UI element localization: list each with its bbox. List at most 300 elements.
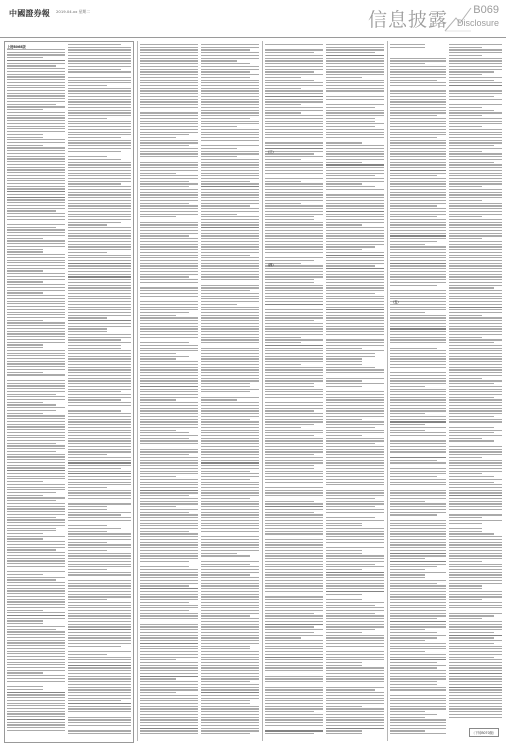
text-line — [449, 665, 502, 666]
text-line — [390, 129, 446, 130]
text-line — [265, 416, 323, 417]
text-line — [7, 57, 43, 58]
text-line — [449, 624, 502, 625]
text-line — [7, 279, 65, 280]
text-line — [140, 55, 198, 56]
text-line — [201, 711, 259, 712]
text-line — [449, 350, 502, 351]
text-line — [201, 326, 259, 327]
text-line — [7, 98, 65, 99]
text-line — [201, 348, 259, 349]
text-line — [390, 227, 446, 228]
text-line — [68, 621, 131, 622]
text-line — [201, 189, 259, 190]
text-line — [68, 591, 131, 592]
text-line — [7, 670, 65, 671]
text-line — [68, 394, 131, 395]
text-line — [140, 317, 198, 318]
text-line — [7, 142, 65, 143]
text-line — [7, 199, 65, 200]
text-line — [390, 96, 446, 97]
text-line — [326, 58, 384, 59]
text-line — [7, 257, 65, 258]
text-line — [326, 301, 384, 302]
text-line — [265, 137, 323, 138]
text-line — [7, 194, 65, 195]
text-line — [7, 117, 65, 118]
text-line — [390, 230, 446, 231]
text-line — [68, 460, 131, 461]
text-line — [390, 484, 446, 485]
text-line — [7, 164, 65, 165]
text-line — [326, 129, 384, 130]
text-line — [390, 189, 446, 190]
text-line — [265, 90, 323, 91]
text-line — [449, 263, 502, 264]
text-line — [265, 512, 314, 513]
text-line — [265, 657, 323, 658]
text-line — [68, 148, 131, 149]
text-line — [68, 85, 107, 86]
text-line — [265, 487, 323, 488]
text-line — [265, 249, 323, 250]
text-line — [7, 290, 65, 291]
text-line — [390, 293, 446, 294]
text-line — [201, 383, 250, 384]
text-line — [68, 276, 131, 277]
text-line — [390, 222, 446, 223]
text-line — [7, 74, 65, 75]
text-line — [265, 175, 323, 176]
text-line — [140, 118, 198, 119]
text-line — [265, 446, 323, 447]
text-line — [201, 714, 259, 715]
text-line — [326, 687, 384, 688]
text-line — [68, 49, 131, 50]
text-line — [390, 367, 446, 368]
text-line — [68, 110, 131, 111]
text-line — [326, 487, 384, 488]
text-line — [201, 533, 259, 534]
text-line — [201, 293, 259, 294]
text-line — [390, 58, 446, 59]
text-line — [68, 249, 131, 250]
text-line — [7, 508, 65, 509]
text-line — [390, 454, 446, 455]
text-line — [7, 265, 65, 266]
text-line — [449, 717, 502, 718]
text-line — [140, 635, 198, 636]
text-line — [449, 594, 502, 595]
text-line — [68, 353, 131, 354]
text-line — [7, 519, 65, 520]
article-body — [0, 41, 506, 743]
text-line — [7, 377, 65, 378]
text-line — [326, 268, 384, 269]
text-line — [68, 238, 131, 239]
text-line — [7, 156, 65, 157]
text-line — [140, 96, 198, 97]
text-line — [449, 580, 502, 581]
text-line — [68, 383, 131, 384]
text-line — [449, 531, 482, 532]
text-line — [7, 90, 65, 91]
text-line — [201, 457, 259, 458]
text-line — [390, 342, 446, 343]
text-line — [68, 654, 107, 655]
text-line — [326, 574, 384, 575]
text-line — [68, 577, 131, 578]
text-line — [140, 271, 198, 272]
text-line — [140, 153, 198, 154]
text-line — [7, 511, 65, 512]
text-line — [68, 413, 131, 414]
text-line — [68, 378, 131, 379]
text-line — [140, 490, 198, 491]
text-line — [68, 399, 121, 400]
text-line — [390, 610, 446, 611]
text-line — [68, 509, 107, 510]
text-line — [140, 263, 198, 264]
text-line — [449, 71, 494, 72]
text-line — [68, 421, 131, 422]
text-line — [140, 665, 198, 666]
text-line — [140, 673, 198, 674]
text-line — [201, 427, 259, 428]
text-line — [7, 429, 65, 430]
text-line — [7, 424, 65, 425]
text-line — [326, 178, 384, 179]
text-line — [140, 446, 198, 447]
text-line — [326, 498, 375, 499]
text-line — [140, 728, 198, 729]
text-line — [326, 479, 384, 480]
text-line — [390, 558, 425, 559]
text-line — [140, 339, 198, 340]
text-line — [140, 112, 198, 113]
text-line — [326, 438, 384, 439]
text-line — [68, 60, 131, 61]
text-line — [265, 132, 323, 133]
text-line — [201, 222, 259, 223]
text-line — [68, 446, 131, 447]
text-line — [449, 533, 494, 534]
text-line — [449, 523, 482, 524]
text-line — [449, 358, 502, 359]
text-line — [390, 391, 446, 392]
text-line — [201, 640, 259, 641]
text-line — [201, 665, 259, 666]
text-line — [201, 615, 250, 616]
text-line — [7, 615, 65, 616]
text-line — [326, 107, 375, 108]
text-line — [265, 479, 323, 480]
column-divider — [137, 41, 138, 741]
text-line — [265, 503, 323, 504]
text-line — [265, 462, 323, 463]
text-line — [140, 714, 198, 715]
text-line — [265, 252, 323, 253]
text-line — [68, 162, 131, 163]
text-line — [390, 312, 425, 313]
text-line — [449, 216, 482, 217]
text-line — [68, 230, 131, 231]
text-line — [140, 624, 198, 625]
text-line — [140, 101, 198, 102]
text-line — [390, 517, 446, 518]
text-line — [326, 637, 384, 638]
text-line — [265, 509, 323, 510]
text-line — [7, 54, 65, 55]
text-line — [265, 599, 323, 600]
text-line — [68, 246, 131, 247]
text-line — [326, 484, 384, 485]
text-line — [7, 145, 43, 146]
text-line — [326, 287, 384, 288]
text-line — [326, 667, 384, 668]
text-line — [201, 353, 259, 354]
text-line — [201, 214, 237, 215]
text-line — [68, 585, 131, 586]
text-line — [265, 544, 323, 545]
text-line — [390, 462, 446, 463]
text-line — [201, 82, 259, 83]
text-line — [326, 290, 384, 291]
text-line — [390, 566, 437, 567]
text-line — [68, 408, 131, 409]
text-line — [390, 320, 446, 321]
text-line — [390, 263, 446, 264]
text-line — [265, 484, 323, 485]
text-line — [449, 553, 502, 554]
text-line — [326, 482, 384, 483]
text-line — [449, 471, 502, 472]
text-line — [68, 684, 131, 685]
text-line — [326, 378, 384, 379]
text-line — [449, 544, 502, 545]
text-line — [265, 126, 323, 127]
text-line — [265, 632, 314, 633]
text-line — [326, 208, 384, 209]
text-line — [68, 588, 131, 589]
text-line — [201, 585, 259, 586]
text-line — [68, 369, 131, 370]
text-line — [140, 372, 198, 373]
text-line — [140, 69, 198, 70]
text-line — [201, 657, 259, 658]
text-line — [140, 676, 198, 677]
text-line — [326, 364, 362, 365]
text-line — [326, 181, 384, 182]
text-line — [326, 375, 384, 376]
text-line — [140, 386, 198, 387]
text-line — [140, 391, 198, 392]
text-line — [326, 692, 384, 693]
text-line — [326, 200, 384, 201]
text-line — [140, 451, 198, 452]
text-line — [390, 635, 446, 636]
text-line — [201, 651, 259, 652]
text-line — [449, 63, 502, 64]
newspaper-logo: 中國證券報 — [9, 8, 50, 18]
text-line — [326, 561, 384, 562]
text-line — [326, 350, 384, 351]
text-line — [326, 219, 384, 220]
text-line — [140, 194, 198, 195]
text-line — [140, 706, 198, 707]
text-line — [7, 112, 65, 113]
text-line — [7, 131, 65, 132]
text-line — [7, 484, 65, 485]
text-line — [201, 717, 259, 718]
text-line — [201, 375, 259, 376]
text-line — [326, 230, 384, 231]
text-line — [390, 74, 446, 75]
text-line — [140, 137, 176, 138]
text-line — [390, 233, 446, 234]
text-line — [68, 348, 121, 349]
text-line — [201, 153, 259, 154]
text-line — [68, 501, 131, 502]
text-line — [201, 320, 259, 321]
text-line — [449, 375, 502, 376]
text-line — [7, 298, 65, 299]
text-line — [449, 211, 502, 212]
text-line — [449, 293, 502, 294]
text-line — [390, 514, 437, 515]
text-line — [140, 711, 198, 712]
text-line — [326, 569, 362, 570]
text-line — [390, 383, 446, 384]
text-line — [140, 107, 198, 108]
text-line — [140, 408, 198, 409]
text-line — [7, 104, 56, 105]
text-line — [390, 432, 446, 433]
text-line — [140, 703, 198, 704]
text-line — [7, 281, 43, 282]
text-line — [449, 443, 502, 444]
text-line — [7, 692, 65, 693]
text-line — [449, 646, 502, 647]
text-line — [390, 678, 446, 679]
text-line — [201, 110, 259, 111]
text-line — [68, 533, 131, 534]
text-line — [265, 678, 323, 679]
text-line — [201, 482, 259, 483]
text-line — [68, 561, 131, 562]
text-line — [265, 156, 323, 157]
text-line — [265, 711, 314, 712]
text-line — [449, 424, 502, 425]
text-line — [201, 238, 259, 239]
text-line — [265, 140, 323, 141]
text-line — [449, 118, 502, 119]
text-line — [201, 290, 250, 291]
text-line — [449, 487, 502, 488]
text-line — [326, 233, 384, 234]
text-line — [140, 132, 198, 133]
text-line — [7, 604, 65, 605]
text-line — [390, 498, 446, 499]
text-line — [140, 626, 198, 627]
text-line — [265, 364, 301, 365]
text-line — [68, 331, 107, 332]
text-line — [449, 676, 502, 677]
text-line — [68, 646, 121, 647]
text-line — [140, 640, 198, 641]
text-line — [449, 405, 502, 406]
text-line — [449, 517, 482, 518]
text-line — [326, 211, 384, 212]
text-line — [201, 224, 259, 225]
text-line — [326, 358, 362, 359]
text-line — [449, 66, 502, 67]
text-line — [326, 82, 384, 83]
text-line — [390, 728, 446, 729]
text-line — [449, 692, 502, 693]
text-line — [390, 386, 425, 387]
text-line — [140, 654, 198, 655]
text-line — [449, 134, 502, 135]
text-line — [265, 569, 323, 570]
text-line — [7, 93, 65, 94]
text-line — [7, 415, 65, 416]
text-line — [68, 293, 131, 294]
text-line — [7, 240, 65, 241]
text-line — [265, 290, 323, 291]
text-line — [390, 479, 446, 480]
text-line — [140, 257, 198, 258]
text-line — [265, 74, 323, 75]
text-line — [201, 107, 259, 108]
text-line — [201, 55, 259, 56]
text-line — [140, 659, 176, 660]
text-line — [265, 405, 323, 406]
text-line — [265, 271, 323, 272]
text-line — [7, 147, 65, 148]
text-line — [201, 421, 259, 422]
text-line — [326, 689, 375, 690]
text-line — [7, 566, 65, 567]
text-line — [140, 358, 176, 359]
text-line — [390, 121, 446, 122]
text-line — [449, 123, 502, 124]
text-line — [68, 416, 131, 417]
text-line — [449, 175, 502, 176]
text-line — [140, 564, 198, 565]
text-line — [7, 355, 65, 356]
text-line — [68, 88, 131, 89]
text-line — [449, 227, 502, 228]
text-line — [390, 375, 446, 376]
column-7 — [390, 41, 446, 743]
text-line — [449, 345, 502, 346]
text-line — [68, 498, 131, 499]
text-line — [390, 564, 446, 565]
text-line — [326, 118, 375, 119]
text-line — [390, 339, 446, 340]
text-line — [201, 687, 259, 688]
text-line — [449, 476, 494, 477]
text-line — [326, 405, 384, 406]
text-line — [7, 95, 65, 96]
text-line — [326, 331, 384, 332]
text-line — [201, 621, 259, 622]
text-line — [390, 471, 446, 472]
text-line — [449, 178, 502, 179]
text-line — [265, 635, 323, 636]
text-line — [7, 719, 65, 720]
